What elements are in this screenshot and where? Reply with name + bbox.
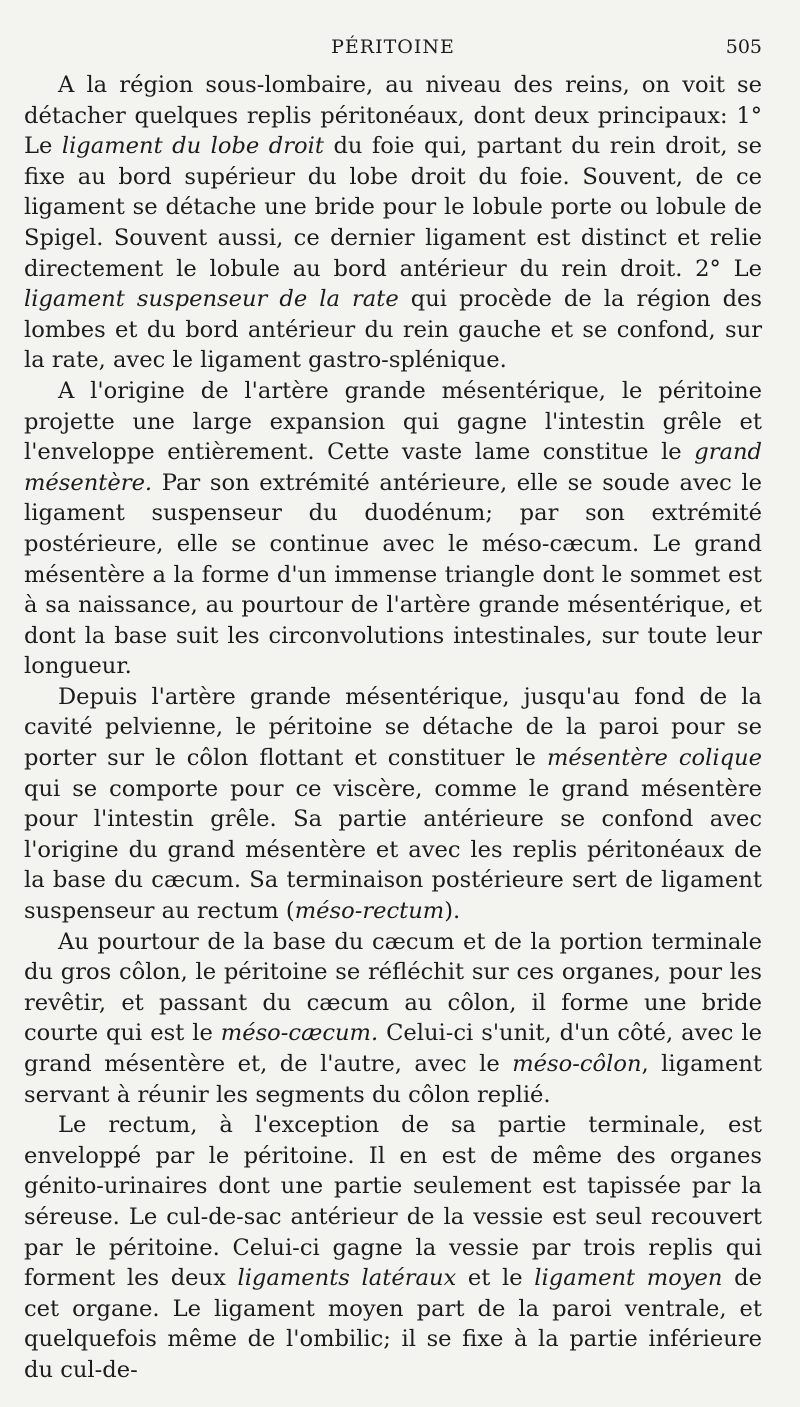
running-title: PÉRITOINE xyxy=(331,36,455,58)
italic-term: ligament du lobe droit xyxy=(61,133,324,160)
text-run: de cet organe. Le ligament moyen part de la paroi ventrale, et quelquefois même de l'ombilic; il se fixe à la partie inférieure du cul-de- xyxy=(24,1265,762,1383)
text-run: Au pourtour de la base du cæcum et de la portion terminale du gros côlon, le péritoine se réfléchit sur ces organes, pour les revêtir, et passant du cæcum au côlon, il forme une bride courte qui est le xyxy=(24,928,762,1047)
text-run: , ligament servant à réunir les segments du côlon replié. xyxy=(24,1051,762,1108)
text-run: qui procède de la région des lombes et du bord antérieur du rein gauche et se confond, sur la rate, avec le ligament gastro-splénique. xyxy=(24,286,763,374)
body-text xyxy=(24,70,762,1386)
paragraph xyxy=(24,682,762,927)
italic-term: ligament suspenseur de la rate xyxy=(24,286,399,313)
paragraph xyxy=(24,376,762,682)
italic-term: méso-rectum xyxy=(294,898,445,925)
paragraph xyxy=(24,70,762,376)
italic-term: ligament moyen xyxy=(534,1265,723,1292)
italic-term: méso-côlon xyxy=(512,1051,642,1077)
text-run: A la région sous-lombaire, au niveau des reins, on voit se détacher quelques replis péritonéaux, dont deux principaux: 1° Le xyxy=(24,72,762,160)
text-run: Celui-ci s'unit, d'un côté, avec le grand mésentère et, de l'autre, avec le xyxy=(24,1020,763,1077)
page-number: 505 xyxy=(725,36,762,58)
text-run: Depuis l'artère grande mésentérique, jusqu'au fond de la cavité pelvienne, le péritoine se détache de la paroi pour se porter sur le côlon flottant et constituer le xyxy=(24,683,762,772)
italic-term: grand mésentère. xyxy=(24,439,762,496)
text-run: A l'origine de l'artère grande mésentérique, le péritoine projette une large expansion qui gagne l'intestin grêle et l'enveloppe entièrement. Cette vaste lame constitue le xyxy=(24,377,762,466)
text-run: ). xyxy=(444,898,461,925)
page-header xyxy=(24,30,762,70)
text-run: et le xyxy=(456,1265,535,1292)
paragraph xyxy=(24,1110,762,1385)
italic-term: ligaments latéraux xyxy=(237,1265,457,1292)
paragraph xyxy=(24,927,762,1111)
text-run: du foie qui, partant du rein droit, se fixe au bord supérieur du lobe droit du foie. Souvent, de ce ligament se détache une bride pour le lobule porte ou lobule de Spigel. Souvent aussi, ce dernier ligament est distinct et relie directement le lobule au bord antérieur du rein droit. 2° Le xyxy=(24,133,762,282)
text-run: Le rectum, à l'exception de sa partie terminale, est enveloppé par le péritoine. Il en est de même des organes génito-urinaires dont une partie seulement est tapissée par la séreuse. Le cul-de-sac antérieur de la vessie est seul recouvert par le péritoine. Celui-ci gagne la vessie par trois replis qui forment les deux xyxy=(24,1112,762,1292)
text-run: qui se comporte pour ce viscère, comme le grand mésentère pour l'intestin grêle. Sa partie antérieure se confond avec l'origine du grand mésentère et avec les replis péritonéaux de la base du cæcum. Sa terminaison postérieure sert de ligament suspenseur au rectum ( xyxy=(24,775,762,925)
italic-term: mésentère colique xyxy=(546,745,762,772)
italic-term: méso-cæcum. xyxy=(220,1020,379,1047)
text-run: Par son extrémité antérieure, elle se soude avec le ligament suspenseur du duodénum; par son extrémité postérieure, elle se continue avec le méso-cæcum. Le grand mésentère a la forme d'un immense triangle dont le sommet est à sa naissance, au pourtour de l'artère grande mésentérique, et dont la base suit les circonvolutions intestinales, sur toute leur longueur. xyxy=(24,469,762,680)
